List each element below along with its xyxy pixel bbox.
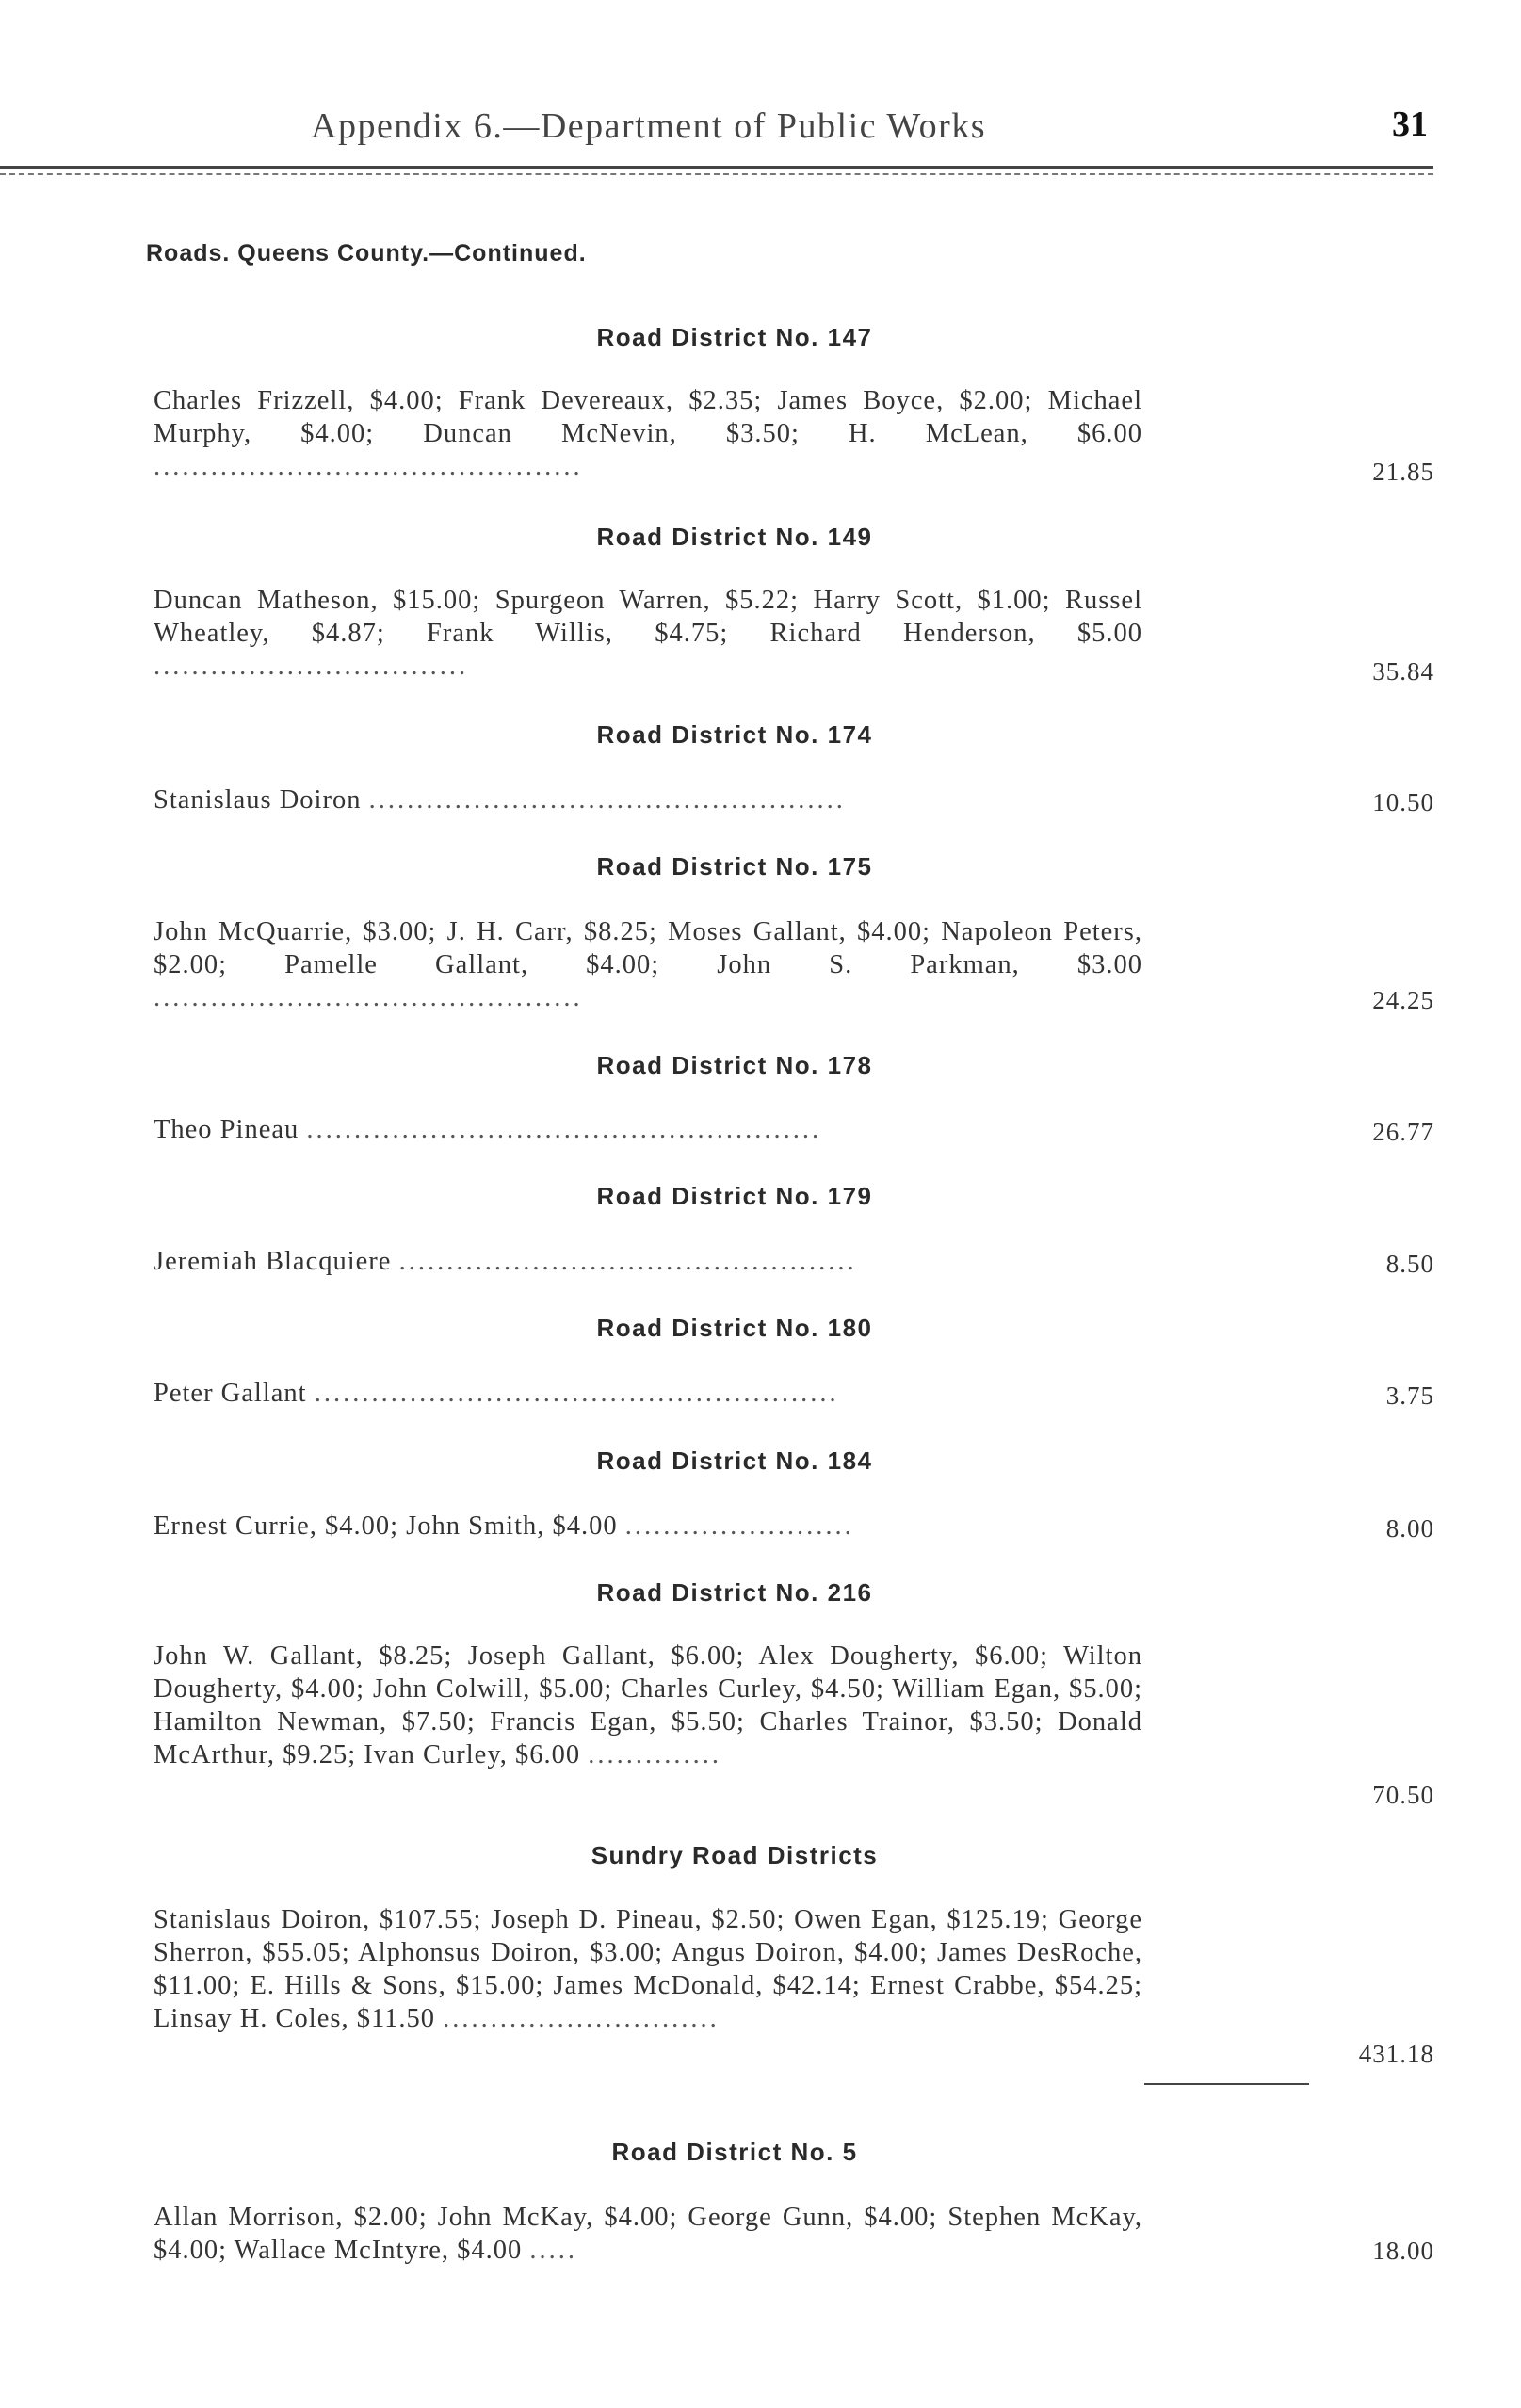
district-heading: Road District No. 147 (596, 323, 873, 351)
entry-amount: 21.85 (1372, 458, 1434, 486)
district-heading: Road District No. 180 (596, 1314, 873, 1342)
entry-text: Jeremiah Blacquiere ................................................ (154, 1247, 857, 1276)
leader-dots: ............................................. (154, 983, 583, 1012)
leader-dots: ............................................. (154, 452, 583, 481)
district-entry (154, 1377, 1434, 1414)
district-heading: Road District No. 5 (611, 2138, 858, 2166)
district-entry (154, 2201, 1434, 2276)
running-header-title: Appendix 6.—Department of Public Works (311, 106, 987, 146)
leader-dots: ........................ (624, 1511, 854, 1541)
entry-amount: 3.75 (1385, 1382, 1434, 1410)
header-rule-secondary (0, 173, 1433, 175)
entry-text: Theo Pineau ...................................................... (154, 1115, 822, 1144)
entry-amount: 18.00 (1372, 2237, 1434, 2265)
header-rule (0, 166, 1433, 169)
district-entry (154, 1113, 1434, 1151)
entry-amount: 8.50 (1385, 1250, 1434, 1278)
district-entry (154, 1903, 1434, 2092)
entry-amount: 26.77 (1372, 1118, 1434, 1146)
district-heading: Road District No. 175 (596, 852, 873, 881)
leader-dots: ..... (529, 2236, 577, 2265)
entry-text: Duncan Matheson, $15.00; Spurgeon Warren, $5.22; Harry Scott, $1.00; Russel Wheatley, $4.87; Frank Willis, $4.75; Richard Henderson, $5.00 ................................. (154, 586, 1142, 681)
leader-dots: ................................................ (398, 1247, 857, 1276)
district-entry (154, 384, 1434, 535)
entry-text: John McQuarrie, $3.00; J. H. Carr, $8.25; Moses Gallant, $4.00; Napoleon Peters, $2.00; Pamelle Gallant, $4.00; John S. Parkman, $3.00 ............................................. (154, 917, 1142, 1012)
entry-amount: 10.50 (1372, 788, 1434, 816)
entry-text: Ernest Currie, $4.00; John Smith, $4.00 ........................ (154, 1511, 854, 1541)
district-heading: Road District No. 179 (596, 1182, 873, 1210)
entry-amount: 70.50 (1372, 1781, 1434, 1809)
leader-dots: ................................. (154, 652, 469, 681)
district-entry (154, 1640, 1434, 1828)
district-entry (154, 784, 1434, 821)
district-heading: Road District No. 216 (596, 1578, 873, 1607)
leader-dots: .................................................. (368, 785, 846, 815)
entry-text: Allan Morrison, $2.00; John McKay, $4.00; George Gunn, $4.00; Stephen McKay, $4.00; Wallace McIntyre, $4.00 ..... (154, 2203, 1142, 2265)
leader-dots: ............................. (443, 2004, 720, 2033)
district-heading: Road District No. 178 (596, 1051, 873, 1079)
district-entry (154, 1510, 1434, 1547)
entry-text: Stanislaus Doiron, $107.55; Joseph D. Pineau, $2.50; Owen Egan, $125.19; George Sherron, $55.05; Alphonsus Doiron, $3.00; Angus Doiron, $4.00; James DesRoche, $11.00; E. Hills & Sons, $15.00; James McDonald, $42.14; Ernest Crabbe, $54.25; Linsay H. Coles, $11.50 ............................. (154, 1905, 1142, 2033)
entry-text: Peter Gallant ....................................................... (154, 1379, 839, 1408)
entry-amount: 431.18 (1358, 2040, 1434, 2068)
leader-dots: .............. (588, 1740, 721, 1770)
district-heading: Sundry Road Districts (591, 1841, 879, 1869)
district-heading: Road District No. 174 (596, 720, 873, 749)
entry-amount: 24.25 (1372, 986, 1434, 1014)
district-heading: Road District No. 184 (596, 1446, 873, 1475)
section-label: Roads. Queens County.—Continued. (146, 240, 587, 267)
district-heading: Road District No. 149 (596, 523, 873, 551)
leader-dots: ....................................................... (314, 1379, 839, 1408)
page-number: 31 (1392, 105, 1428, 144)
leader-dots: ...................................................... (306, 1115, 822, 1144)
entry-text: John W. Gallant, $8.25; Joseph Gallant, $6.00; Alex Dougherty, $6.00; Wilton Dougherty, $4.00; John Colwill, $5.00; Charles Curley, $4.50; William Egan, $5.00; Hamilton Newman, $7.50; Francis Egan, $5.50; Charles Trainor, $3.50; Donald McArthur, $9.25; Ivan Curley, $6.00 .............. (154, 1641, 1142, 1770)
entry-text: Stanislaus Doiron .................................................. (154, 785, 846, 815)
subtotal-rule (1144, 2083, 1309, 2085)
entry-amount: 8.00 (1385, 1514, 1434, 1543)
district-entry (154, 915, 1434, 1066)
district-entry (154, 1245, 1434, 1283)
entry-amount: 35.84 (1372, 657, 1434, 686)
entry-text: Charles Frizzell, $4.00; Frank Devereaux, $2.35; James Boyce, $2.00; Michael Murphy, $4.00; Duncan McNevin, $3.50; H. McLean, $6.00 ............................................. (154, 386, 1142, 481)
district-entry (154, 584, 1434, 735)
